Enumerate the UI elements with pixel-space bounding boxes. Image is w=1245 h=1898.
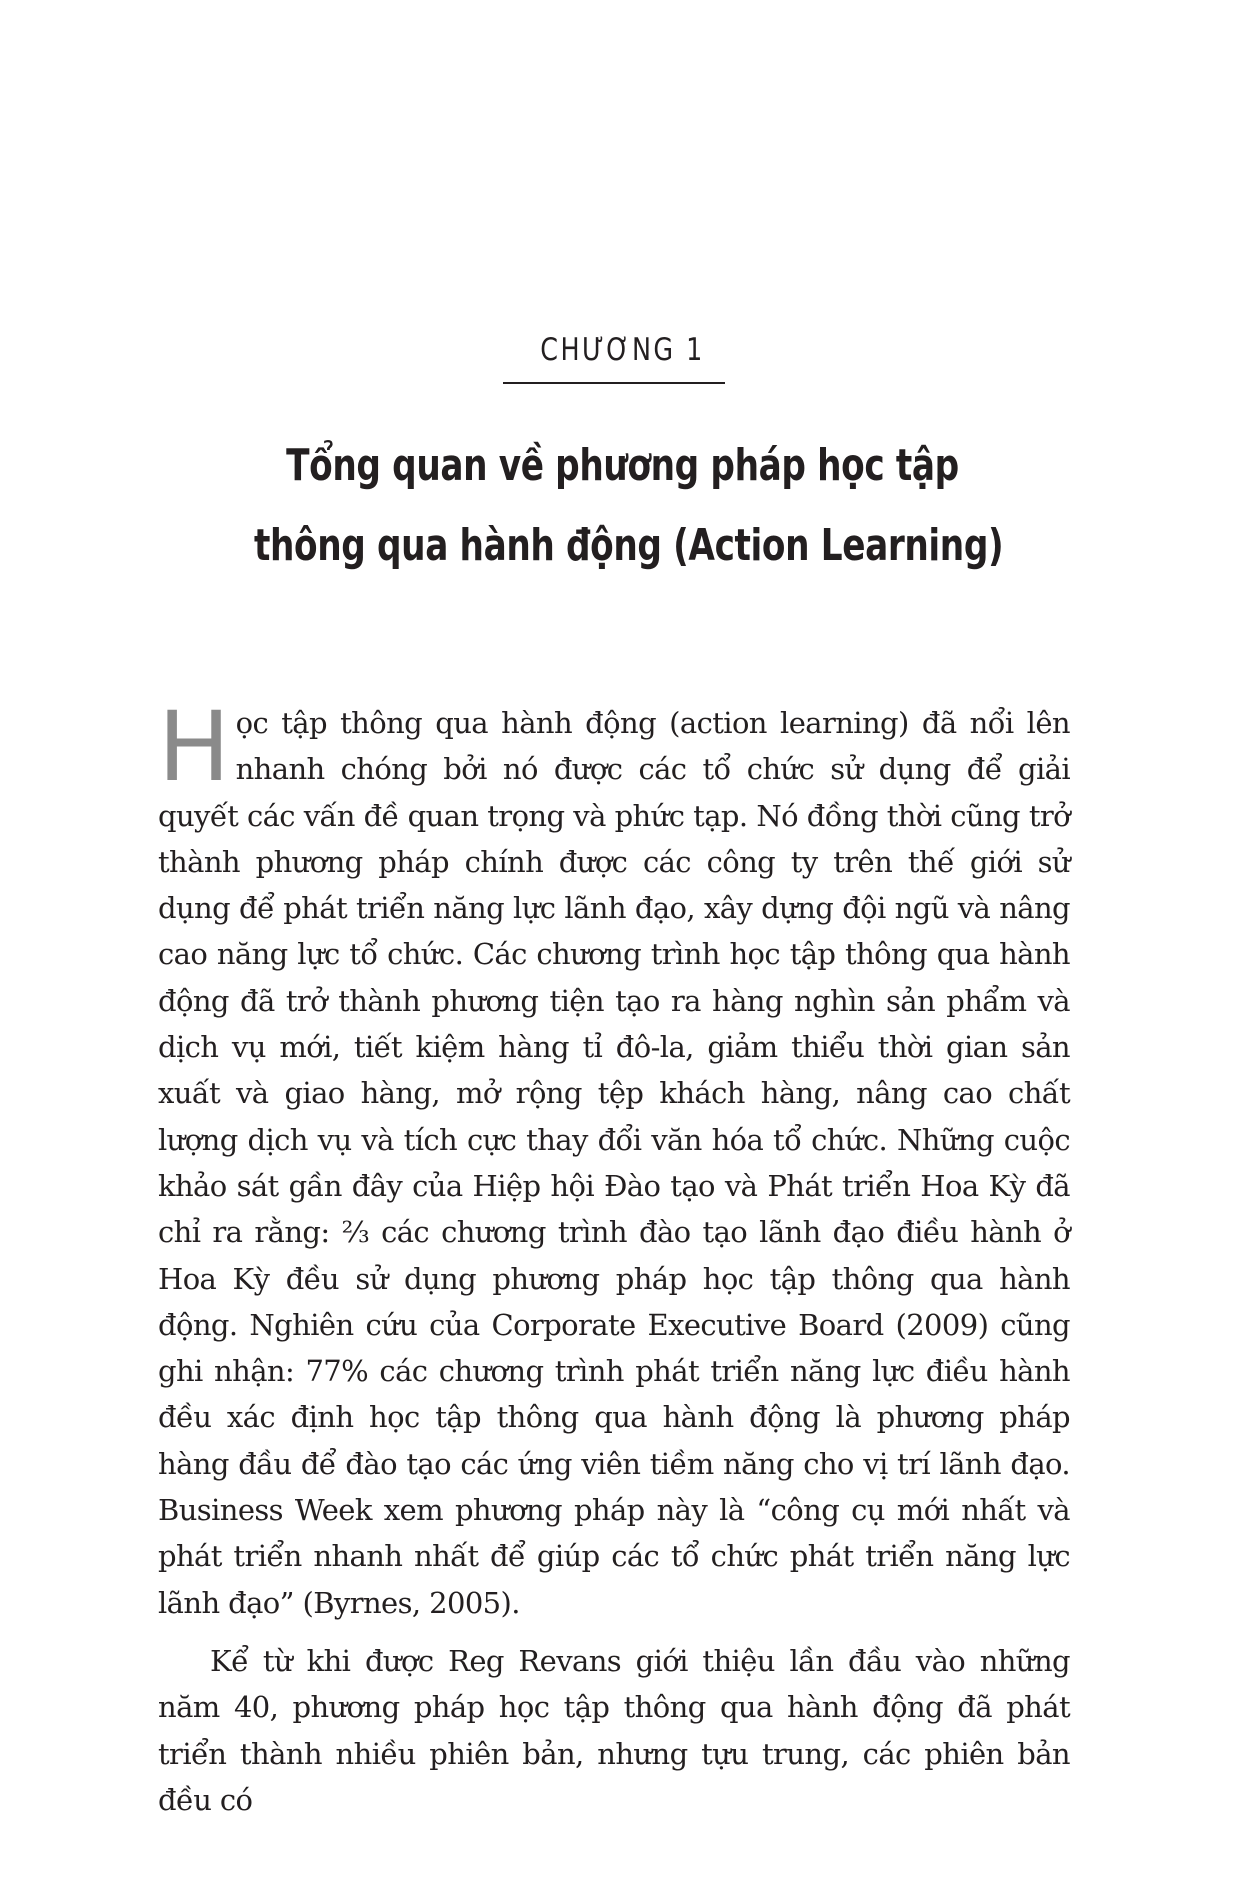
paragraph-2: Kể từ khi được Reg Revans giới thiệu lần đầu vào những năm 40, phương pháp học tập thông qua hành động đã phát triển thành nhiều phiên bản, nhưng tựu trung, các phiên bản đều có xyxy=(158,1643,1070,1817)
chapter-divider xyxy=(503,382,725,384)
chapter-title xyxy=(150,426,1095,586)
chapter-title-line-2: thông qua hành động (Action Learning) xyxy=(253,520,1004,571)
chapter-label: CHƯƠNG 1 xyxy=(540,332,705,368)
drop-cap: H xyxy=(158,691,230,803)
chapter-body xyxy=(158,691,1070,1823)
chapter-title-line-1: Tổng quan về phương pháp học tập xyxy=(286,440,959,491)
paragraph-1 xyxy=(158,691,1070,1626)
paragraph-1-text: ọc tập thông qua hành động (action learning) đã nổi lên nhanh chóng bởi nó được các tổ chức sử dụng để giải quyết các vấn đề quan trọng và phức tạp. Nó đồng thời cũng trở thành phương pháp chính được các công ty trên thế giới sử dụng để phát triển năng lực lãnh đạo, xây dựng đội ngũ và nâng cao năng lực tổ chức. Các chương trình học tập thông qua hành động đã trở thành phương tiện tạo ra hàng nghìn sản phẩm và dịch vụ mới, tiết kiệm hàng tỉ đô-la, giảm thiểu thời gian sản xuất và giao hàng, mở rộng tệp khách hàng, nâng cao chất lượng dịch vụ và tích cực thay đổi văn hóa tổ chức. Những cuộc khảo sát gần đây của Hiệp hội Đào tạo và Phát triển Hoa Kỳ đã chỉ ra rằng: ⅔ các chương trình đào tạo lãnh đạo điều hành ở Hoa Kỳ đều sử dụng phương pháp học tập thông qua hành động. Nghiên cứu của Corporate Executive Board (2009) cũng ghi nhận: 77% các chương trình phát triển năng lực điều hành đều xác định học tập thông qua hành động là phương pháp hàng đầu để đào tạo các ứng viên tiềm năng cho vị trí lãnh đạo. Business Week xem phương pháp này là “công cụ mới nhất và phát triển nhanh nhất để giúp các tổ chức phát triển năng lực lãnh đạo” (Byrnes, 2005). xyxy=(158,706,1070,1620)
